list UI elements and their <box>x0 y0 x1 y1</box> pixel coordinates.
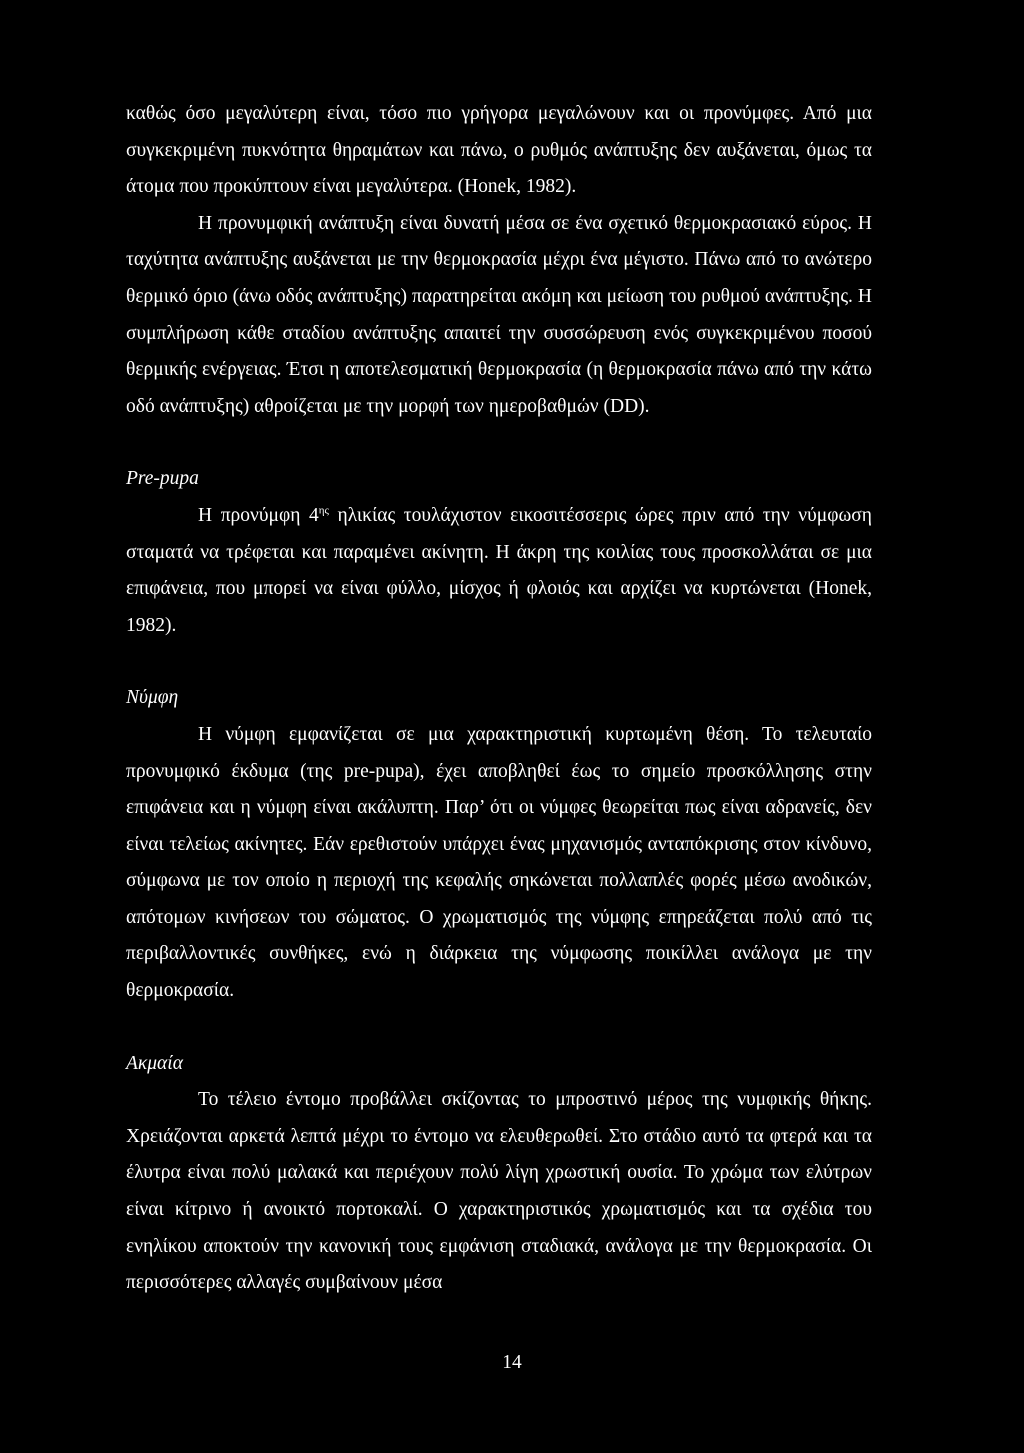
intro-paragraph-1: καθώς όσο μεγαλύτερη είναι, τόσο πιο γρήγορα μεγαλώνουν και οι προνύμφες. Από μια συγκεκριμένη πυκνότητα θηραμάτων και πάνω, ο ρυθμός ανάπτυξης δεν αυξάνεται, όμως τα άτομα που προκύπτουν είναι μεγαλύτερα. (Honek, 1982). <box>126 103 872 198</box>
section-spacer <box>126 425 872 461</box>
prepupa-text-start: Η προνύμφη 4 <box>198 504 319 526</box>
prepupa-paragraph <box>126 498 872 644</box>
section-title-prepupa: Pre-pupa <box>126 468 199 490</box>
page-number: 14 <box>502 1352 522 1373</box>
pupa-paragraph: Η νύμφη εμφανίζεται σε μια χαρακτηριστική κυρτωμένη θέση. Το τελευταίο προνυμφικό έκδυμα (της pre-pupa), έχει αποβληθεί έως το σημείο προσκόλλησης στην επιφάνεια και η νύμφη είναι ακάλυπτη. Παρ’ ότι οι νύμφες θεωρείται πως είναι αδρανείς, δεν είναι τελείως ακίνητες. Εάν ερεθιστούν υπάρχει ένας μηχανισμός ανταπόκρισης στον κίνδυνο, σύμφωνα με τον οποίο η περιοχή της κεφαλής σηκώνεται πολλαπλές φορές μέσω ανοδικών, απότομων κινήσεων του σώματος. Ο χρωματισμός της νύμφης επηρεάζεται πολύ από τις περιβαλλοντικές συνθήκες, ενώ η διάρκεια της νύμφωσης ποικίλλει ανάλογα με την θερμοκρασία. <box>126 723 872 1002</box>
prepupa-text-rest: ηλικίας τουλάχιστον εικοσιτέσσερις ώρες πριν από την νύμφωση σταματά να τρέφεται και παραμένει ακίνητη. Η άκρη της κοιλίας τους προσκολλάται σε μια επιφάνεια, που μπορεί να είναι φύλλο, μίσχος ή φλοιός και αρχίζει να κυρτώνεται (Honek, 1982). <box>126 504 872 636</box>
section-spacer <box>126 1010 872 1046</box>
section-title-pupa: Νύμφη <box>126 687 179 709</box>
intro-paragraph-2: Η προνυμφική ανάπτυξη είναι δυνατή μέσα σε ένα σχετικό θερμοκρασιακό εύρος. Η ταχύτητα ανάπτυξης αυξάνεται με την θερμοκρασία μέχρι ένα μέγιστο. Πάνω από το ανώτερο θερμικό όριο (άνω οδός ανάπτυξης) παρατηρείται ακόμη και μείωση του ρυθμού ανάπτυξης. Η συμπλήρωση κάθε σταδίου ανάπτυξης απαιτεί την συσσώρευση ενός συγκεκριμένου ποσού θερμικής ενέργειας. Έτσι η αποτελεσματική θερμοκρασία (η θερμοκρασία πάνω από την κάτω οδό ανάπτυξης) αθροίζεται με την μορφή των ημεροβαθμών (DD). <box>126 212 872 417</box>
section-title-adult: Ακμαία <box>126 1052 183 1074</box>
ordinal-superscript: ης <box>318 504 329 517</box>
section-spacer <box>126 644 872 680</box>
document-page <box>126 96 872 1302</box>
adult-paragraph: Το τέλειο έντομο προβάλλει σκίζοντας το μπροστινό μέρος της νυμφικής θήκης. Χρειάζονται αρκετά λεπτά μέχρι το έντομο να ελευθερωθεί. Στο στάδιο αυτό τα φτερά και τα έλυτρα είναι πολύ μαλακά και περιέχουν πολύ λίγη χρωστική ουσία. Το χρώμα των ελύτρων είναι κίτρινο ή ανοικτό πορτοκαλί. Ο χαρακτηριστικός χρωματισμός και τα σχέδια του ενηλίκου αποκτούν την κανονική τους εμφάνιση σταδιακά, ανάλογα με την θερμοκρασία. Οι περισσότερες αλλαγές συμβαίνουν μέσα <box>126 1089 872 1294</box>
